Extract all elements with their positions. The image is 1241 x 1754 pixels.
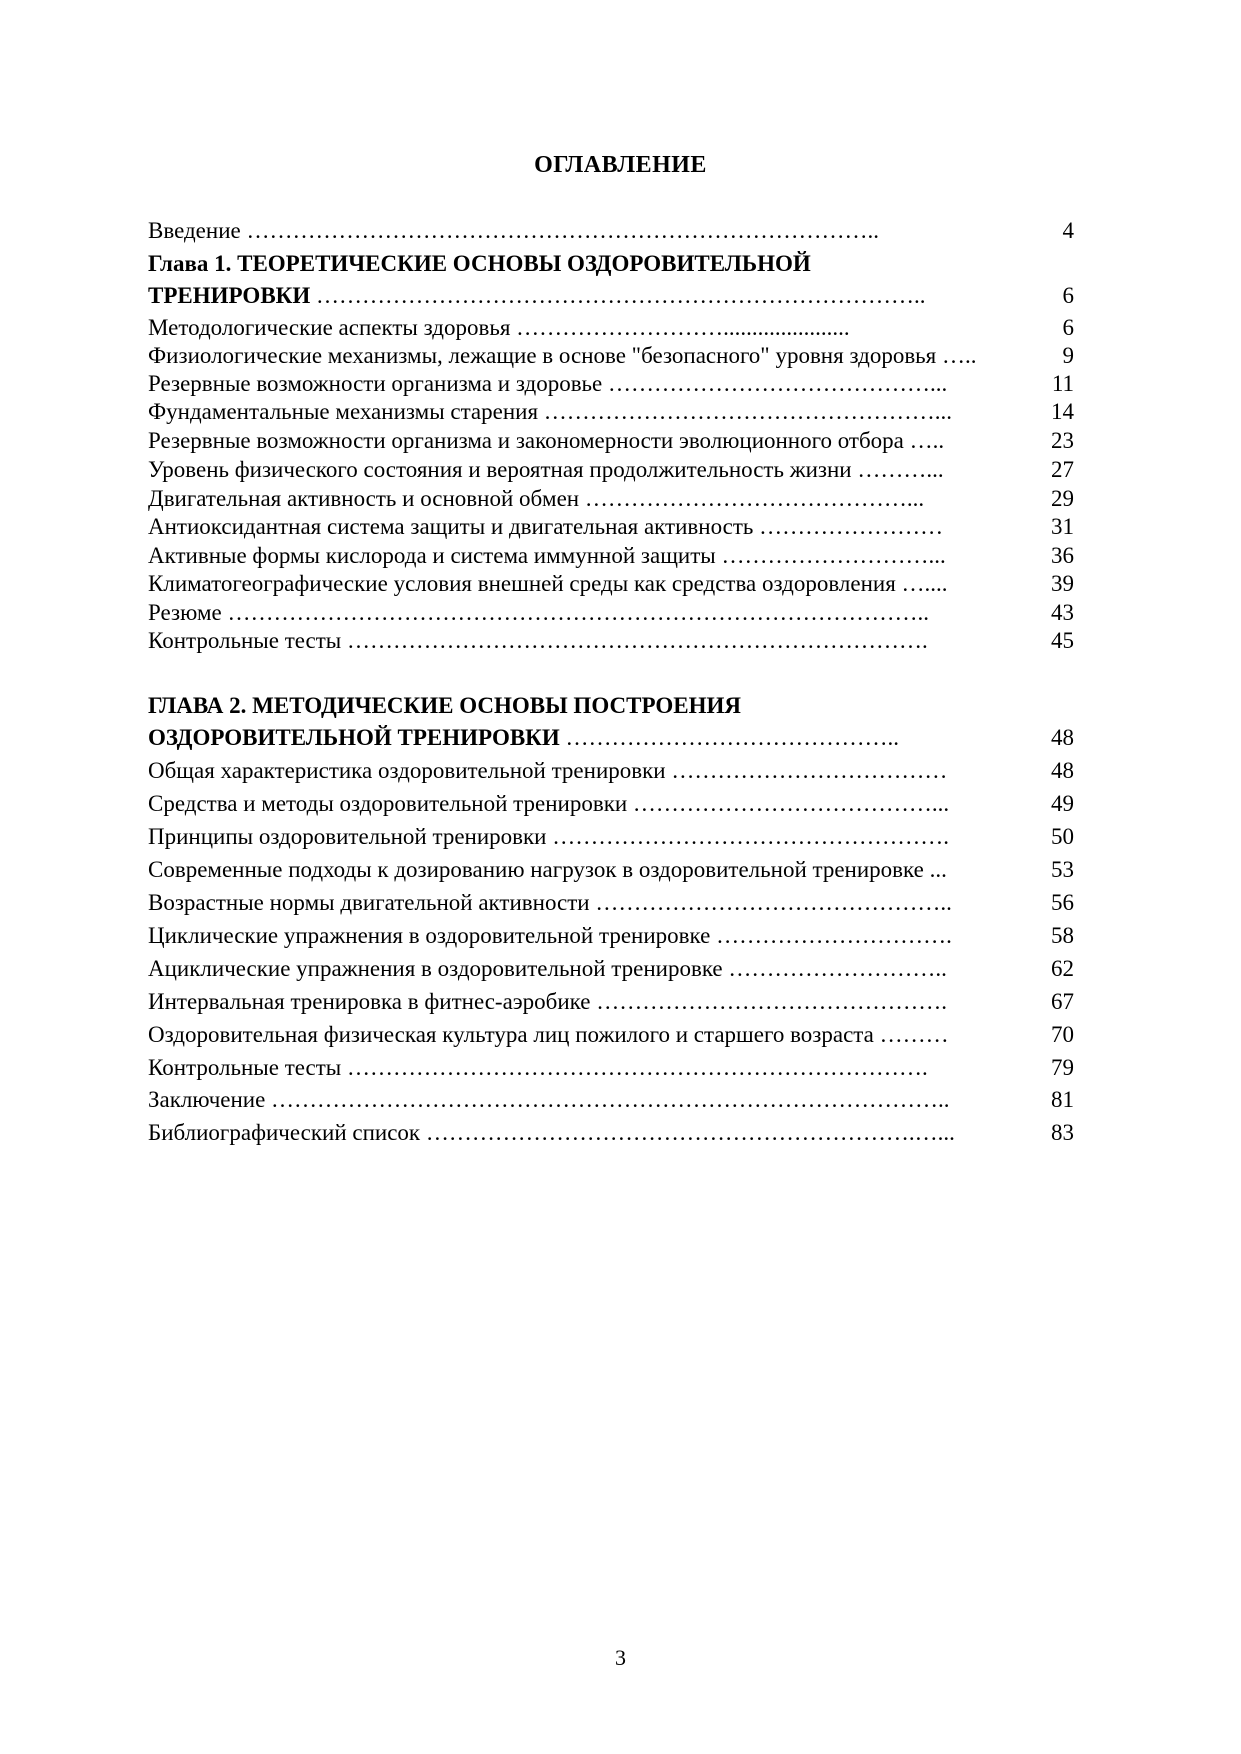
toc-entry-title [148,250,1028,278]
toc-entry [148,1021,1074,1049]
toc-entry [148,282,1074,310]
toc-entry-title [148,282,1028,310]
toc-entry-title: Интервальная тренировка в фитнес-аэробике ………………………………………. [148,989,947,1014]
toc-entry-title: Активные формы кислорода и система иммунной защиты ………………………... [148,543,946,568]
toc-entry [148,314,1074,342]
toc-page-number: 27 [1051,457,1074,482]
toc-entry-title: Контрольные тесты …………………………………………………………………. [148,628,928,653]
toc-entry-title: Уровень физического состояния и вероятная продолжительность жизни ………... [148,457,944,482]
toc-page-number: 83 [1051,1120,1074,1145]
toc-page-number: 29 [1051,486,1074,511]
toc-entry-title: Принципы оздоровительной тренировки ……………………………………………. [148,824,949,849]
toc-entry-title: Климатогеографические условия внешней среды как средства оздоровления ….... [148,571,948,596]
toc-page-number: 11 [1051,371,1074,396]
toc-entry-leader: …………………………………….. [559,725,899,750]
toc-entry-title: Методологические аспекты здоровья ………………………...................... [148,315,850,340]
toc-page-number: 67 [1051,989,1074,1014]
toc-entry [148,724,1074,752]
toc-entry-title: Введение ……………………………………………………………………….. [148,218,879,243]
toc-entry-title: Циклические упражнения в оздоровительной тренировке …………………………. [148,923,952,948]
toc-entry [148,790,1074,818]
toc-page-number: 4 [1062,218,1074,243]
toc-entry-title: Резервные возможности организма и закономерности эволюционного отбора ….. [148,428,945,453]
toc-page-number: 79 [1051,1055,1074,1080]
toc-entry [148,955,1074,983]
toc-entry [148,692,1074,720]
toc-entry [148,485,1074,513]
toc-entry [148,1086,1074,1114]
toc-entry-title: Возрастные нормы двигательной активности ……………………………………….. [148,890,952,915]
toc-entry-title: Ациклические упражнения в оздоровительной тренировке ……………………….. [148,956,947,981]
toc-entry [148,1054,1074,1082]
toc-entry-title: Физиологические механизмы, лежащие в основе "безопасного" уровня здоровья ….. [148,343,977,368]
toc-entry [148,342,1074,370]
toc-page-number: 56 [1051,890,1074,915]
toc-page-number: 49 [1051,791,1074,816]
toc-page-number: 48 [1051,758,1074,783]
toc-entry [148,427,1074,455]
toc-page-number: 45 [1051,628,1074,653]
toc-entry [148,856,1074,884]
toc-entry-leader: …………………………………………………………………….. [310,283,926,308]
toc-entry-heading: ОЗДОРОВИТЕЛЬНОЙ ТРЕНИРОВКИ [148,725,560,750]
toc-page-number: 53 [1051,857,1074,882]
toc-page-number: 9 [1062,343,1074,368]
toc-page-number: 70 [1051,1022,1074,1047]
toc-page-number: 31 [1051,514,1074,539]
toc-entry [148,599,1074,627]
toc-entry [148,513,1074,541]
toc-page-number: 36 [1051,543,1074,568]
toc-page-number: 14 [1051,399,1074,424]
toc-page-number: 43 [1051,600,1074,625]
toc-page-number: 50 [1051,824,1074,849]
page-number: 3 [615,1645,626,1670]
toc-title: ОГЛАВЛЕНИЕ [534,152,707,178]
toc-entry [148,627,1074,655]
toc-entry [148,988,1074,1016]
toc-page-number: 81 [1051,1087,1074,1112]
toc-entry [148,570,1074,598]
toc-entry-title: Заключение …………………………………………………………………………….. [148,1087,950,1112]
toc-entry-title: Антиоксидантная система защиты и двигательная активность …………………… [148,514,944,539]
toc-entry-heading: ТРЕНИРОВКИ [148,283,311,308]
toc-page-number: 62 [1051,956,1074,981]
toc-entry [148,456,1074,484]
toc-entry [148,398,1074,426]
toc-entry [148,217,1074,245]
toc-entry-heading: Глава 1. ТЕОРЕТИЧЕСКИЕ ОСНОВЫ ОЗДОРОВИТЕЛЬНОЙ [148,251,811,276]
toc-entry [148,889,1074,917]
toc-page-number: 39 [1051,571,1074,596]
toc-entry-title [148,724,1028,752]
toc-entry-title: Средства и методы оздоровительной тренировки …………………………………... [148,791,950,816]
toc-entry-heading: ГЛАВА 2. МЕТОДИЧЕСКИЕ ОСНОВЫ ПОСТРОЕНИЯ [148,693,741,718]
toc-page-number: 6 [1062,315,1074,340]
toc-entry-title: Современные подходы к дозированию нагрузок в оздоровительной тренировке ... [148,857,947,882]
toc-page-number: 58 [1051,923,1074,948]
toc-entry [148,370,1074,398]
toc-entry-title: Резюме ……………………………………………………………………………….. [148,600,929,625]
toc-page-number: 48 [1051,725,1074,750]
toc-entry [148,823,1074,851]
toc-entry-title: Библиографический список ……………………………………………………….…... [148,1120,955,1145]
toc-entry-title [148,692,1028,720]
toc-entry [148,542,1074,570]
toc-entry-title: Оздоровительная физическая культура лиц пожилого и старшего возраста ……… [148,1022,949,1047]
toc-entry [148,757,1074,785]
toc-entry [148,250,1074,278]
toc-entry-title: Резервные возможности организма и здоровье ……………………………………... [148,371,948,396]
toc-entry [148,1119,1074,1147]
toc-entry-title: Общая характеристика оздоровительной тренировки ……………………………… [148,758,948,783]
toc-entry-title: Фундаментальные механизмы старения ……………………………………………... [148,399,953,424]
toc-entry-title: Контрольные тесты …………………………………………………………………. [148,1055,928,1080]
toc-entry-title: Двигательная активность и основной обмен ……………………………………... [148,486,925,511]
toc-page-number: 23 [1051,428,1074,453]
toc-entry [148,922,1074,950]
toc-page-number: 6 [1062,283,1074,308]
